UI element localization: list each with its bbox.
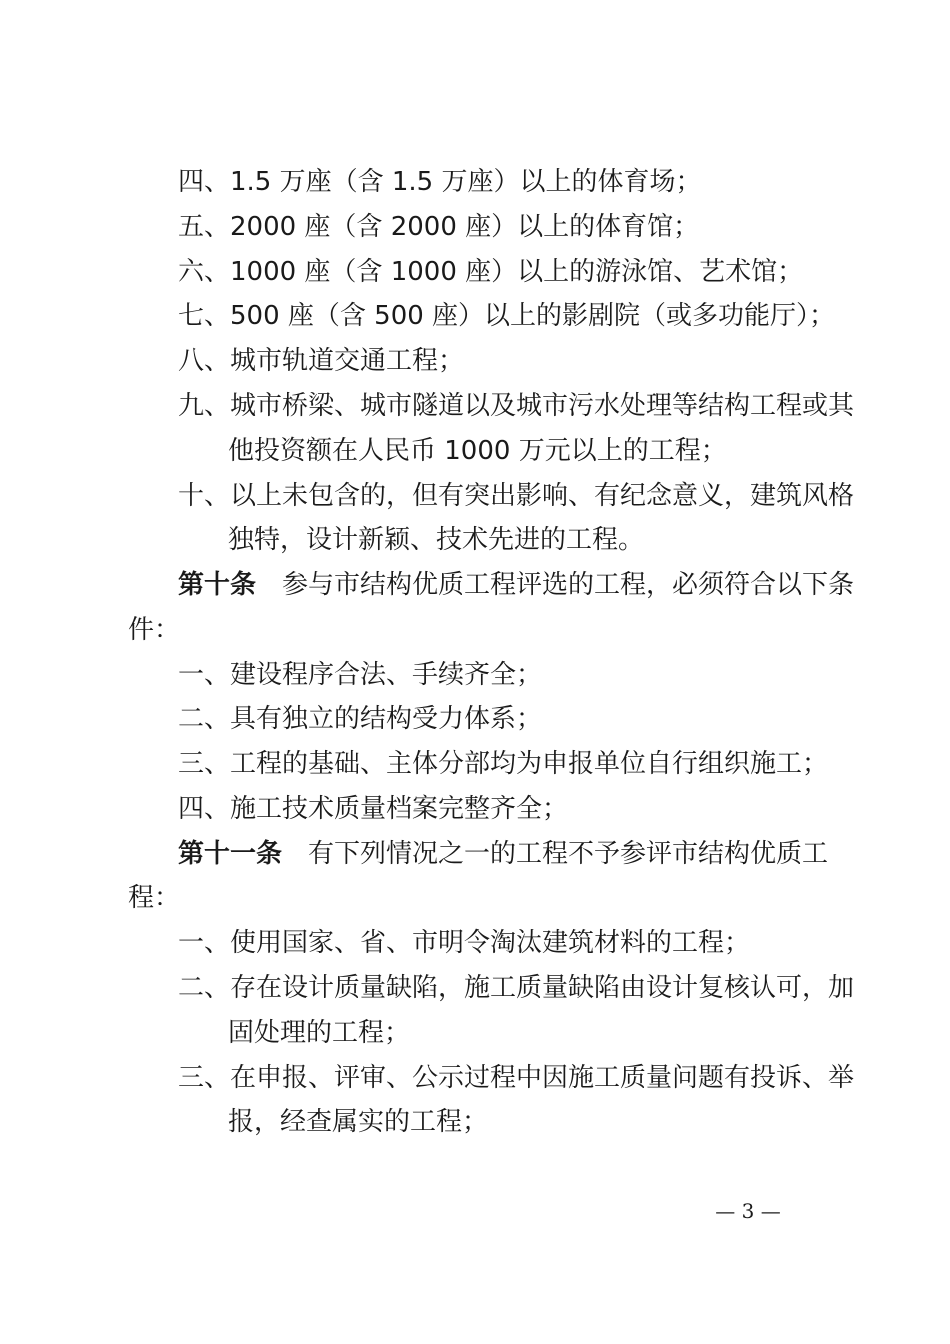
list-item: 二、存在设计质量缺陷，施工质量缺陷由设计复核认可，加 [178, 973, 855, 1003]
list-item: 九、城市桥梁、城市隧道以及城市污水处理等结构工程或其 [178, 391, 855, 421]
list-item: 四、施工技术质量档案完整齐全； [178, 794, 569, 824]
list-item-continuation: 报，经查属实的工程； [228, 1107, 489, 1137]
list-item: 十、以上未包含的，但有突出影响、有纪念意义，建筑风格 [178, 481, 855, 511]
list-item: 四、1.5 万座（含 1.5 万座）以上的体育场； [178, 167, 702, 197]
article-11-continuation: 程： [128, 883, 181, 913]
article-11-paragraph [178, 832, 828, 876]
list-item: 二、具有独立的结构受力体系； [178, 704, 543, 734]
list-item-continuation: 固处理的工程； [228, 1018, 411, 1048]
list-item-continuation: 他投资额在人民币 1000 万元以上的工程； [228, 436, 727, 466]
list-item-continuation: 独特，设计新颖、技术先进的工程。 [228, 525, 645, 555]
article-11-heading: 第十一条 [178, 839, 283, 869]
list-item: 三、工程的基础、主体分部均为申报单位自行组织施工； [178, 749, 829, 779]
list-item: 五、2000 座（含 2000 座）以上的体育馆； [178, 212, 700, 242]
article-10-heading: 第十条 [178, 570, 257, 600]
article-10-paragraph [178, 563, 854, 607]
list-item: 一、使用国家、省、市明令淘汰建筑材料的工程； [178, 928, 751, 958]
article-10-continuation: 件： [128, 615, 181, 645]
list-item: 三、在申报、评审、公示过程中因施工质量问题有投诉、举 [178, 1063, 855, 1093]
article-10-text: 参与市结构优质工程评选的工程，必须符合以下条 [282, 570, 855, 600]
list-item: 一、建设程序合法、手续齐全； [178, 660, 543, 690]
list-item: 七、500 座（含 500 座）以上的影剧院（或多功能厅）； [178, 301, 836, 331]
list-item: 六、1000 座（含 1000 座）以上的游泳馆、艺术馆； [178, 257, 804, 287]
article-11-text: 有下列情况之一的工程不予参评市结构优质工 [308, 839, 829, 869]
page-number: — 3 — [715, 1199, 781, 1223]
list-item: 八、城市轨道交通工程； [178, 346, 465, 376]
